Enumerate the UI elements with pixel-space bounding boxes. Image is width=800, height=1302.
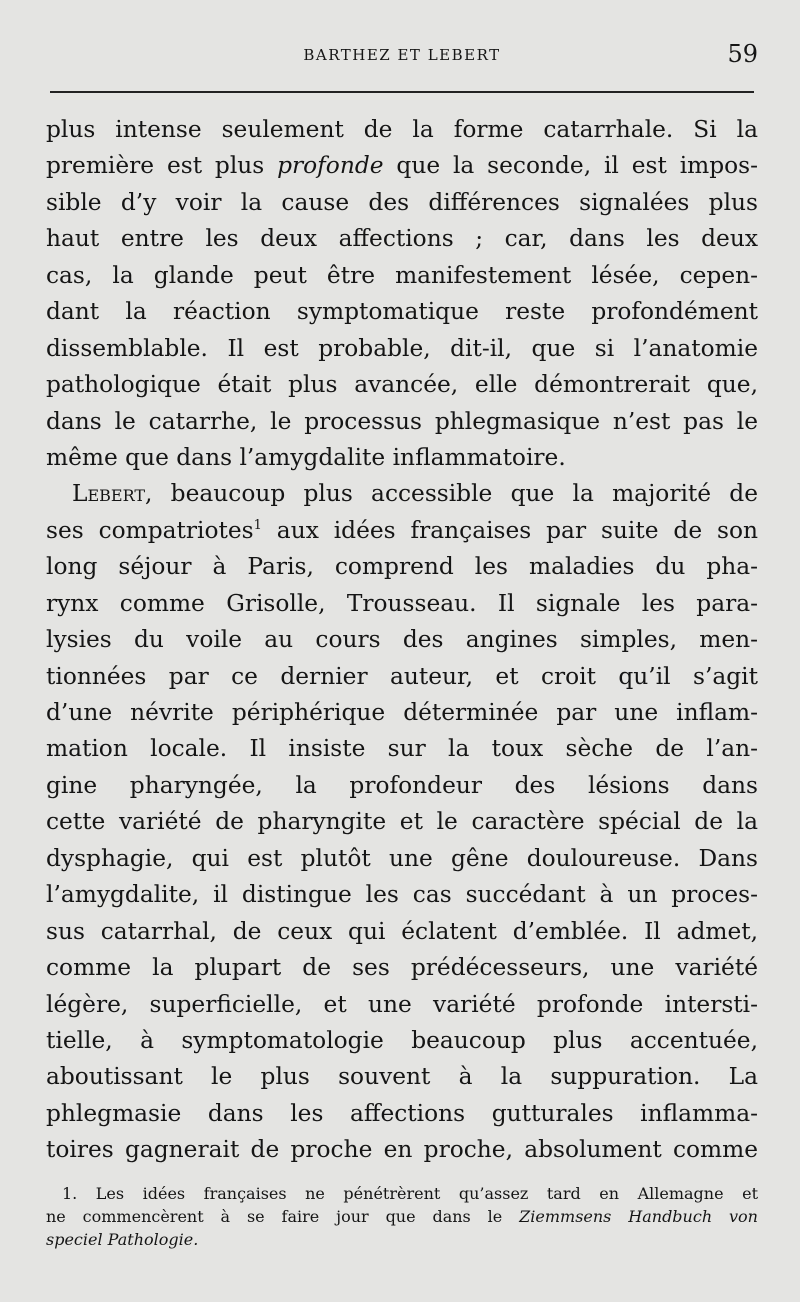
text-line: dans le catarrhe, le processus phlegmasique n’est pas le bbox=[46, 407, 758, 435]
body-text bbox=[46, 112, 758, 1169]
text-line: toires gagnerait de proche en proche, absolument comme bbox=[46, 1136, 758, 1164]
footnote-line: 1. Les idées françaises ne pénétrèrent qu’assez tard en Allemagne et bbox=[62, 1184, 758, 1203]
text-line: première est plus profonde que la seconde, il est impos- bbox=[46, 152, 759, 180]
running-head: BARTHEZ ET LEBERT bbox=[303, 46, 501, 64]
text-line: sus catarrhal, de ceux qui éclatent d’emblée. Il admet, bbox=[46, 917, 758, 945]
header-rule bbox=[50, 91, 754, 93]
text-line: dant la réaction symptomatique reste profondément bbox=[46, 298, 758, 326]
footnote-marker: 1 bbox=[253, 518, 262, 534]
text-line: même que dans l’amygdalite inflammatoire. bbox=[46, 443, 566, 471]
book-title: Ziemmsens Handbuch von bbox=[519, 1207, 758, 1226]
text-line: pathologique était plus avancée, elle démontrerait que, bbox=[46, 371, 758, 399]
footnote-line bbox=[46, 1228, 758, 1251]
text-line: cette variété de pharyngite et le caractère spécial de la bbox=[46, 808, 758, 836]
text-line: plus intense seulement de la forme catarrhale. Si la bbox=[46, 116, 758, 143]
text-line: phlegmasie dans les affections gutturales inflamma- bbox=[46, 1099, 758, 1127]
book-title-cont: speciel Pathologie. bbox=[46, 1230, 199, 1249]
footnote bbox=[46, 1182, 758, 1251]
text-line: lysies du voile au cours des angines simples, men- bbox=[46, 626, 758, 654]
text-line: dissemblable. Il est probable, dit-il, que si l’anatomie bbox=[46, 334, 758, 362]
text-line: rynx comme Grisolle, Trousseau. Il signale les para- bbox=[46, 589, 758, 617]
page-number: 59 bbox=[727, 40, 758, 68]
text-line: aboutissant le plus souvent à la suppuration. La bbox=[46, 1063, 758, 1091]
text-line: mation locale. Il insiste sur la toux sèche de l’an- bbox=[46, 735, 758, 763]
text-line: ses compatriotes$^1$ aux idées françaises par suite de son bbox=[46, 516, 758, 544]
text-line: dysphagie, qui est plutôt une gêne douloureuse. Dans bbox=[46, 844, 758, 872]
text-line: sible d’y voir la cause des différences signalées plus bbox=[46, 188, 758, 216]
text-line: tionnées par ce dernier auteur, et croit qu’il s’agit bbox=[46, 662, 758, 690]
text-line: haut entre les deux affections ; car, dans les deux bbox=[46, 225, 758, 253]
text-line: gine pharyngée, la profondeur des lésions dans bbox=[46, 771, 758, 799]
text-line: cas, la glande peut être manifestement lésée, cepen- bbox=[46, 261, 758, 289]
text-line: tielle, à symptomatologie beaucoup plus accentuée, bbox=[46, 1026, 758, 1054]
footnote-line: ne commencèrent à se faire jour que dans le Ziemmsens Handbuch von bbox=[46, 1207, 758, 1226]
emphasis: profonde bbox=[277, 152, 384, 180]
author-name: Lebert bbox=[72, 480, 146, 508]
text-line: comme la plupart de ses prédécesseurs, une variété bbox=[46, 954, 758, 982]
page-header bbox=[46, 40, 758, 70]
text-line: l’amygdalite, il distingue les cas succédant à un proces- bbox=[46, 881, 758, 909]
text-line: Lebert, beaucoup plus accessible que la majorité de bbox=[72, 480, 758, 508]
text-line: long séjour à Paris, comprend les maladies du pha- bbox=[46, 553, 758, 581]
text-line: d’une névrite périphérique déterminée par une inflam- bbox=[46, 699, 758, 726]
text-line: légère, superficielle, et une variété profonde intersti- bbox=[46, 990, 758, 1018]
